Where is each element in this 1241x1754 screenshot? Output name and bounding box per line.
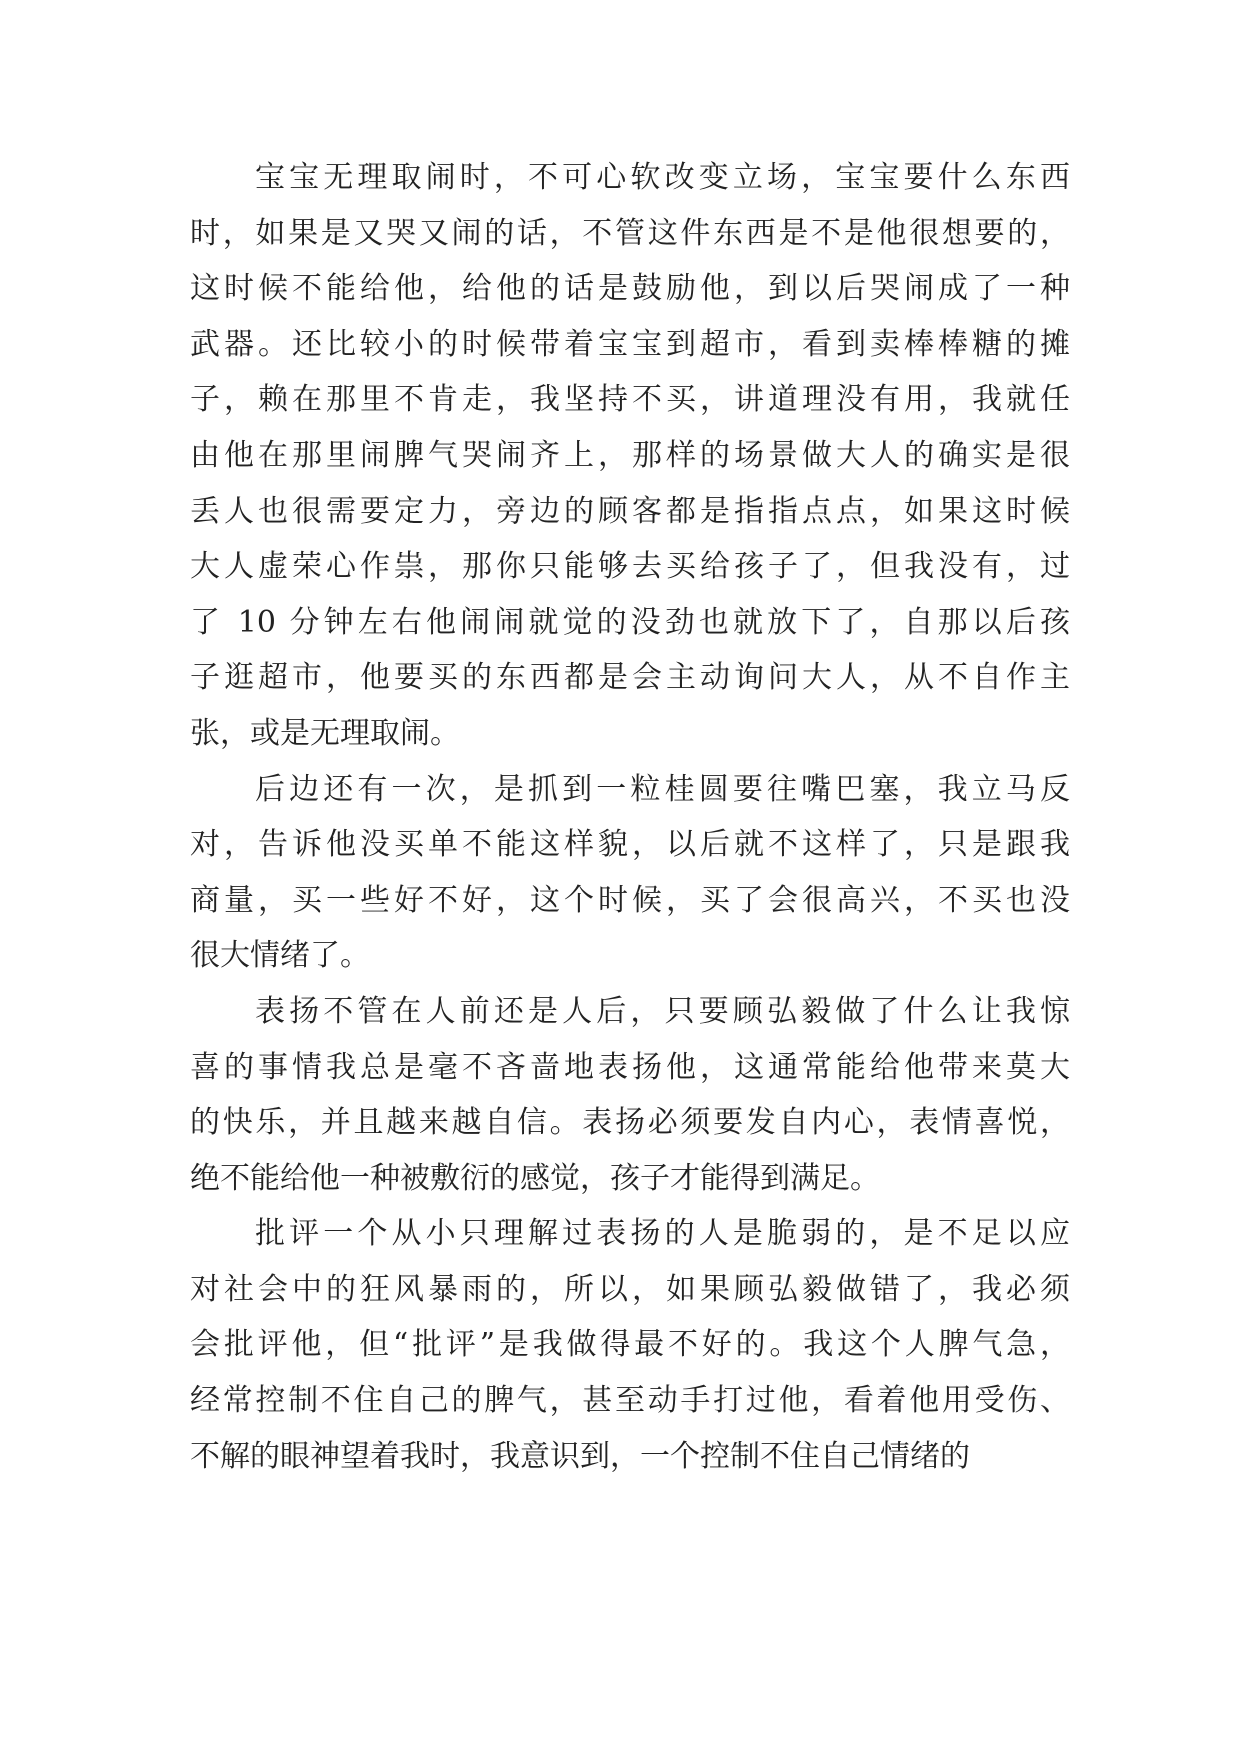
paragraph-line: 子，赖在那里不肯走，我坚持不买，讲道理没有用，我就任 bbox=[190, 382, 1070, 418]
paragraph bbox=[190, 1206, 1070, 1484]
paragraph-line: 时，如果是又哭又闹的话，不管这件东西是不是他很想要的， bbox=[190, 215, 1070, 251]
paragraph-line: 经常控制不住自己的脾气，甚至动手打过他，看着他用受伤、 bbox=[190, 1383, 1070, 1419]
paragraph-line: 的快乐，并且越来越自信。表扬必须要发自内心，表情喜悦， bbox=[190, 1105, 1070, 1141]
paragraph-line: 喜的事情我总是毫不吝啬地表扬他，这通常能给他带来莫大 bbox=[190, 1049, 1070, 1085]
paragraph-line: 对，告诉他没买单不能这样貌，以后就不这样了，只是跟我 bbox=[190, 827, 1070, 863]
paragraph-line: 武器。还比较小的时候带着宝宝到超市，看到卖棒棒糖的摊 bbox=[190, 326, 1070, 362]
paragraph-line: 不解的眼神望着我时，我意识到，一个控制不住自己情绪的 bbox=[190, 1438, 970, 1474]
paragraph-line: 宝宝无理取闹时，不可心软改变立场，宝宝要什么东西 bbox=[255, 160, 1070, 195]
paragraph-line: 后边还有一次，是抓到一粒桂圆要往嘴巴塞，我立马反 bbox=[255, 771, 1070, 807]
paragraph bbox=[190, 762, 1070, 984]
document-body bbox=[190, 150, 1070, 1484]
paragraph-line: 对社会中的狂风暴雨的，所以，如果顾弘毅做错了，我必须 bbox=[190, 1271, 1070, 1307]
paragraph-line: 表扬不管在人前还是人后，只要顾弘毅做了什么让我惊 bbox=[255, 993, 1070, 1029]
paragraph-line: 会批评他，但“批评”是我做得最不好的。我这个人脾气急， bbox=[190, 1327, 1070, 1363]
paragraph-line: 这时候不能给他，给他的话是鼓励他，到以后哭闹成了一种 bbox=[190, 271, 1070, 307]
paragraph-line: 子逛超市，他要买的东西都是会主动询问大人，从不自作主 bbox=[190, 660, 1070, 696]
paragraph-line: 了 10 分钟左右他闹闹就觉的没劲也就放下了，自那以后孩 bbox=[190, 604, 1070, 640]
paragraph bbox=[190, 150, 1070, 762]
paragraph-line: 绝不能给他一种被敷衍的感觉，孩子才能得到满足。 bbox=[190, 1160, 880, 1196]
paragraph-line: 丢人也很需要定力，旁边的顾客都是指指点点，如果这时候 bbox=[190, 493, 1070, 529]
paragraph-line: 大人虚荣心作祟，那你只能够去买给孩子了，但我没有，过 bbox=[190, 549, 1070, 585]
paragraph bbox=[190, 984, 1070, 1206]
paragraph-line: 批评一个从小只理解过表扬的人是脆弱的，是不足以应 bbox=[255, 1216, 1070, 1252]
paragraph-line: 由他在那里闹脾气哭闹齐上，那样的场景做大人的确实是很 bbox=[190, 437, 1070, 473]
paragraph-line: 商量，买一些好不好，这个时候，买了会很高兴，不买也没 bbox=[190, 882, 1070, 918]
paragraph-line: 很大情绪了。 bbox=[190, 938, 370, 974]
paragraph-line: 张，或是无理取闹。 bbox=[190, 715, 460, 751]
